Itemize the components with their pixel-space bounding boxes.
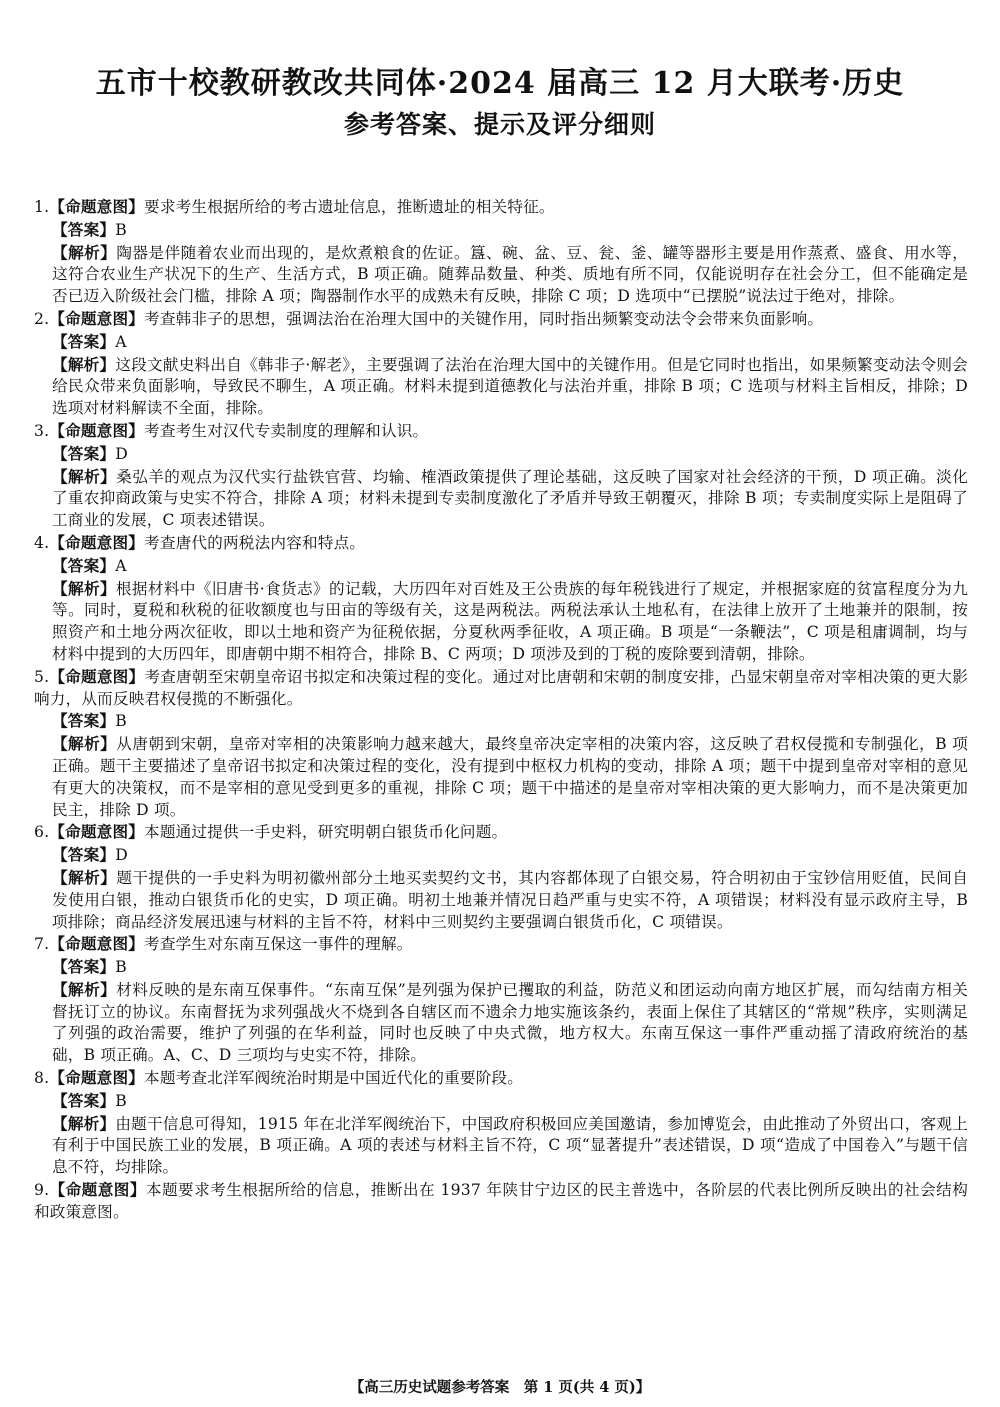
- question-analysis: 【解析】由题干信息可得知，1915 年在北洋军阀统治下，中国政府积极回应美国邀请，参加博览会，由此推动了外贸出口，客观上有利于中国民族工业的发展，B 项正确。A 项的表述与材料主旨不符，C 项“显著提升”表述错误，D 项“造成了中国卷入”与题干信息不符，均排除。: [52, 1113, 969, 1177]
- question-number: 3.: [34, 421, 50, 440]
- question-1: [34, 196, 968, 308]
- question-answer: 【答案】B: [52, 711, 127, 731]
- question-analysis: 【解析】根据材料中《旧唐书·食货志》的记载，大历四年对百姓及王公贵族的每年税钱进行了规定，并根据家庭的贫富程度分为九等。同时，夏税和秋税的征收额度也与田亩的等级有关，这是两税法。两税法承认土地私有，在法律上放开了土地兼并的限制，按照资产和土地分两次征收，即以土地和资产为征税依据，分夏秋两季征收，A 项正确。B 项是“一条鞭法”，C 项是租庸调制，均与材料中提到的大历四年，即唐朝中期不相符合，排除 B、C 两项；D 项涉及到的丁税的废除要到清朝，排除。: [52, 578, 968, 663]
- question-intent: 【命题意图】考查韩非子的思想，强调法治在治理大国中的关键作用，同时指出频繁变动法令会带来负面影响。: [49, 308, 824, 328]
- question-number: 6.: [34, 823, 50, 842]
- question-intent: 【命题意图】本题考查北洋军阀统治时期是中国近代化的重要阶段。: [49, 1068, 524, 1088]
- question-answer: 【答案】B: [52, 219, 127, 239]
- question-4: [34, 532, 968, 666]
- question-number: 1.: [34, 198, 50, 216]
- question-number: 2.: [34, 309, 50, 328]
- question-3: [34, 420, 968, 532]
- page-footer: 【高三历史试题参考答案 第 1 页(共 4 页)】: [349, 1379, 651, 1396]
- question-9: [34, 1179, 968, 1224]
- question-analysis: 【解析】桑弘羊的观点为汉代实行盐铁官营、均输、榷酒政策提供了理论基础，这反映了国家对社会经济的干预，D 项正确。淡化了重农抑商政策与史实不符合，排除 A 项；材料未提到专卖制度激化了矛盾并导致王朝覆灭，排除 B 项；专卖制度实际上是阻碍了工商业的发展，C 项表述错误。: [52, 466, 968, 530]
- question-intent: 【命题意图】考查考生对汉代专卖制度的理解和认识。: [49, 420, 429, 440]
- question-answer: 【答案】B: [52, 1090, 127, 1110]
- question-analysis: 【解析】材料反映的是东南互保事件。“东南互保”是列强为保护已攫取的利益，防范义和团运动向南方地区扩展，而勾结南方相关督抚订立的协议。东南督抚为求列强战火不烧到各自辖区而不遗余力地实施该条约，表面上保住了其辖区的“常规”秩序，实则满足了列强的政治需要，维护了列强的在华利益，同时也反映了中央式微，地方权大。东南互保这一事件严重动摇了清政府统治的基础，B 项正确。A、C、D 三项均与史实不符，排除。: [52, 979, 968, 1065]
- question-intent: 【命题意图】考查学生对东南互保这一事件的理解。: [49, 934, 413, 954]
- question-number: 9.: [34, 1181, 50, 1200]
- question-analysis: 【解析】陶器是伴随着农业而出现的，是炊煮粮食的佐证。簋、碗、盆、豆、瓮、釜、罐等器形主要是用作蒸煮、盛食、用水等，这符合农业生产状况下的生产、生活方式，B 项正确。随葬品数量、种类、质地有所不同，仅能说明存在社会分工，但不能确定是否已迈入阶级社会门槛，排除 A 项；陶器制作水平的成熟未有反映，排除 C 项；D 选项中“已摆脱”说法过于绝对，排除。: [52, 242, 968, 306]
- question-number: 5.: [34, 667, 50, 686]
- question-analysis: 【解析】从唐朝到宋朝，皇帝对宰相的决策影响力越来越大，最终皇帝决定宰相的决策内容，这反映了君权侵揽和专制强化，B 项正确。题干主要描述了皇帝诏书拟定和决策过程的变化，没有提到中枢权力机构的变动，排除 A 项；题干中提到皇帝对宰相的意见有更大的决策权，而不是宰相的意见受到更多的重视，排除 C 项；题干中描述的是皇帝对宰相决策的更大影响力，而不是决策更加民主，排除 D 项。: [52, 734, 968, 819]
- question-intent: 【命题意图】考查唐代的两税法内容和特点。: [49, 532, 366, 552]
- question-5: [34, 666, 968, 822]
- question-6: [34, 821, 968, 933]
- question-analysis: 【解析】这段文献史料出自《韩非子·解老》，主要强调了法治在治理大国中的关键作用。但是它同时也指出，如果频繁变动法令则会给民众带来负面影响，导致民不聊生，A 项正确。材料未提到道德教化与法治并重，排除 B 项；C 选项与材料主旨相反，排除；D 选项对材料解读不全面，排除。: [52, 354, 968, 418]
- question-2: [34, 308, 968, 420]
- question-intent: 【命题意图】考查唐朝至宋朝皇帝诏书拟定和决策过程的变化。通过对比唐朝和宋朝的制度安排，凸显宋朝皇帝对宰相决策的更大影响力，从而反映君权侵揽的不断强化。: [34, 666, 969, 708]
- question-answer: 【答案】D: [52, 443, 128, 463]
- question-intent: 【命题意图】本题通过提供一手史料，研究明朝白银货币化问题。: [49, 822, 508, 842]
- answer-content: [34, 196, 968, 1224]
- question-analysis: 【解析】题干提供的一手史料为明初徽州部分土地买卖契约文书，其内容都体现了白银交易，符合明初由于宝钞信用贬值，民间自发使用白银，推动白银货币化的史实，D 项正确。明初土地兼并情况日趋严重与史实不符，A 项错误；材料没有显示政府主导，B 项排除；商品经济发展迅速与材料的主旨不符，材料中三则契约主要强调白银货币化，C 项错误。: [52, 867, 968, 931]
- question-answer: 【答案】D: [52, 845, 128, 865]
- question-answer: 【答案】A: [52, 331, 127, 351]
- question-answer: 【答案】A: [52, 555, 127, 575]
- question-number: 7.: [34, 935, 50, 954]
- question-number: 8.: [34, 1069, 50, 1088]
- page-title: 五市十校教研教改共同体·2024 届高三 12 月大联考·历史: [95, 66, 905, 101]
- page-subtitle: 参考答案、提示及评分细则: [343, 110, 656, 139]
- question-8: [34, 1067, 968, 1179]
- question-number: 4.: [34, 533, 50, 552]
- question-intent: 【命题意图】本题要求考生根据所给的信息，推断出在 1937 年陕甘宁边区的民主普选中，各阶层的代表比例所反映出的社会结构和政策意图。: [34, 1180, 969, 1221]
- question-7: [34, 933, 968, 1067]
- question-answer: 【答案】B: [52, 957, 127, 977]
- question-intent: 【命题意图】要求考生根据所给的考古遗址信息，推断遗址的相关特征。: [49, 197, 555, 216]
